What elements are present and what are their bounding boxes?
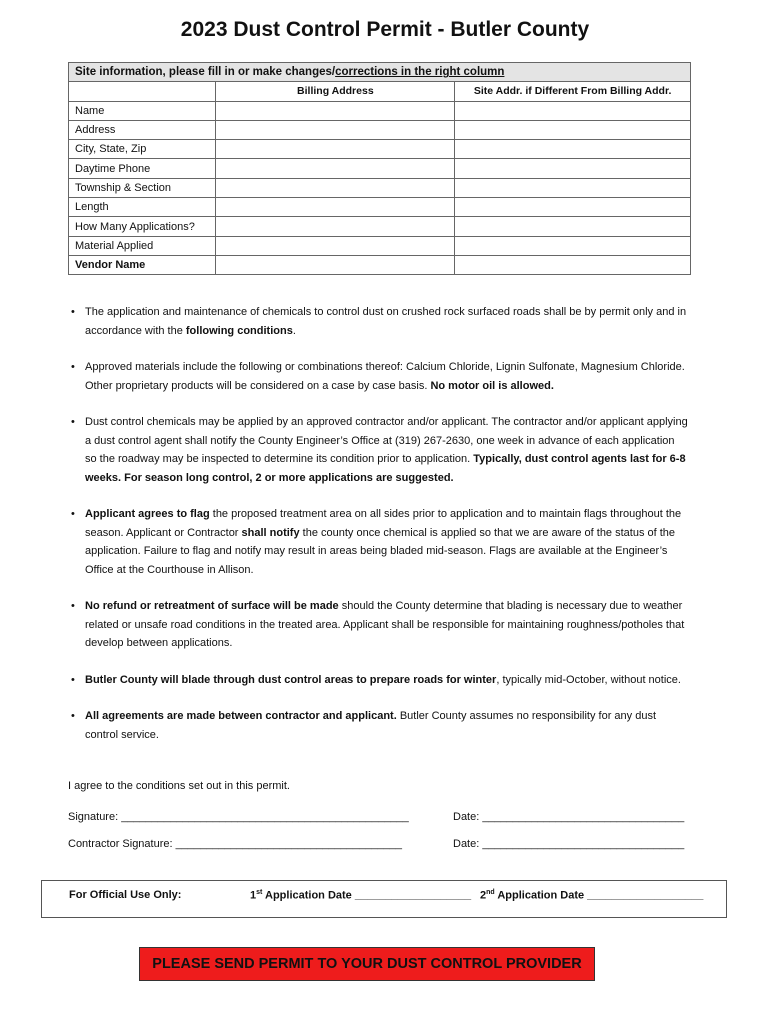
second-application-date[interactable] — [480, 889, 703, 902]
first-application-text: Application Date ___________________ — [262, 889, 472, 902]
billing-phone-field[interactable] — [216, 159, 455, 178]
condition-item — [68, 505, 688, 579]
condition-text: Dust control chemicals may be applied by an approved contractor and/or applicant. The contractor and/or applicant applying a dust control agent shall notify the County Engineer’s Office at (319) 267-2630, one week in advance of each application so the roadway may be inspected to determine its condition prior to application. — [85, 416, 688, 465]
condition-item — [68, 597, 688, 653]
official-use-box — [41, 880, 727, 918]
contractor-date-line[interactable]: Date: _________________________________ — [453, 838, 685, 850]
site-applications-field[interactable] — [455, 217, 691, 236]
billing-address-field[interactable] — [216, 120, 455, 139]
site-address-field[interactable] — [455, 120, 691, 139]
condition-bold: No motor oil is allowed. — [430, 379, 554, 392]
row-label: Material Applied — [69, 236, 216, 255]
agreement-statement: I agree to the conditions set out in this permit. — [68, 780, 290, 792]
second-number: 2 — [480, 889, 487, 902]
second-superscript: nd — [486, 889, 495, 896]
condition-bold: All agreements are made between contractor and applicant. — [85, 710, 397, 722]
bullet-icon: • — [71, 306, 75, 318]
bullet-icon: • — [71, 508, 75, 520]
column-header-row — [69, 82, 691, 101]
row-label: Address — [69, 120, 216, 139]
table-row — [69, 198, 691, 217]
second-application-text: Application Date ___________________ — [494, 889, 704, 902]
contractor-signature-line[interactable]: Contractor Signature: _____________________________________ — [68, 838, 402, 850]
table-row — [69, 159, 691, 178]
condition-bold: shall notify — [241, 526, 300, 539]
column-header-billing: Billing Address — [216, 82, 455, 101]
condition-item — [68, 413, 688, 487]
billing-length-field[interactable] — [216, 198, 455, 217]
condition-bold: Typically, dust control agents last for 6-8 weeks. For season long control, 2 or more applications are suggested. — [85, 453, 686, 484]
first-superscript: st — [256, 889, 263, 896]
condition-text: the county once chemical is applied so that we are aware of the status of the application. Failure to flag and notify may result in areas being bladed mid-season. Flags are available at the Engineer’s Office at the Courthouse in Allison. — [85, 526, 676, 576]
row-label: Name — [69, 101, 216, 120]
column-header-site: Site Addr. if Different From Billing Addr. — [455, 82, 691, 101]
condition-text: , typically mid-October, without notice. — [496, 673, 681, 686]
site-township-field[interactable] — [455, 178, 691, 197]
condition-bold: No refund or retreatment of surface will be made — [85, 600, 339, 612]
row-label: Township & Section — [69, 178, 216, 197]
table-header-row — [69, 63, 691, 82]
condition-item — [68, 671, 688, 690]
billing-vendor-field[interactable] — [216, 255, 455, 274]
billing-township-field[interactable] — [216, 178, 455, 197]
condition-text: Butler County assumes no responsibility for any dust control service. — [85, 710, 657, 741]
signature-line[interactable]: Signature: _______________________________________________ — [68, 811, 409, 823]
table-row — [69, 236, 691, 255]
bullet-icon: • — [71, 361, 75, 373]
table-row — [69, 217, 691, 236]
site-name-field[interactable] — [455, 101, 691, 120]
condition-bold: following conditions — [185, 324, 293, 337]
condition-item — [68, 303, 688, 340]
table-row — [69, 101, 691, 120]
row-label: How Many Applications? — [69, 217, 216, 236]
billing-city-state-zip-field[interactable] — [216, 140, 455, 159]
site-vendor-field[interactable] — [455, 255, 691, 274]
table-row — [69, 140, 691, 159]
table-row — [69, 120, 691, 139]
official-use-label: For Official Use Only: — [69, 889, 182, 901]
condition-bold: Applicant agrees to flag — [85, 508, 210, 520]
site-information-table — [68, 62, 691, 275]
condition-text: should the County determine that blading is necessary due to weather related or unsafe road conditions in the treated area. Applicant shall be responsible for maintaining roughness/potholes that develop between applications. — [85, 600, 685, 649]
bullet-icon: • — [71, 600, 75, 612]
row-label: Length — [69, 198, 216, 217]
row-label: Vendor Name — [69, 255, 216, 274]
condition-text: The application and maintenance of chemicals to control dust on crushed rock surfaced roads shall be by permit only and in accordance with the — [85, 306, 687, 337]
bullet-icon: • — [71, 416, 75, 428]
condition-item — [68, 707, 688, 744]
column-header-label — [69, 82, 216, 101]
table-header-text: Site information, please fill in or make changes/ — [75, 66, 336, 79]
condition-bold: Butler County will blade through dust control areas to prepare roads for winter — [85, 673, 497, 686]
conditions-list — [68, 303, 688, 762]
bullet-icon: • — [71, 673, 75, 686]
first-number: 1 — [250, 889, 257, 902]
page-title: 2023 Dust Control Permit - Butler County — [180, 18, 590, 41]
condition-text: . — [292, 324, 296, 337]
bullet-icon: • — [71, 710, 75, 722]
condition-text: the proposed treatment area on all sides prior to application and to maintain flags throughout the season. Applicant or Contractor — [85, 508, 682, 539]
site-material-field[interactable] — [455, 236, 691, 255]
signature-date-line[interactable]: Date: _________________________________ — [453, 811, 685, 823]
condition-item — [68, 358, 688, 395]
condition-text: Approved materials include the following or combinations thereof: Calcium Chloride, Lignin Sulfonate, Magnesium Chloride. Other proprietary products will be considered on a case by case basis. — [85, 361, 685, 392]
send-permit-banner: PLEASE SEND PERMIT TO YOUR DUST CONTROL PROVIDER — [139, 947, 595, 981]
table-header — [69, 63, 691, 82]
site-phone-field[interactable] — [455, 159, 691, 178]
billing-name-field[interactable] — [216, 101, 455, 120]
table-header-underlined: corrections in the right column — [335, 66, 505, 79]
table-row — [69, 255, 691, 274]
table-row — [69, 178, 691, 197]
site-length-field[interactable] — [455, 198, 691, 217]
billing-applications-field[interactable] — [216, 217, 455, 236]
site-city-state-zip-field[interactable] — [455, 140, 691, 159]
row-label: Daytime Phone — [69, 159, 216, 178]
row-label: City, State, Zip — [69, 140, 216, 159]
first-application-date[interactable] — [250, 889, 471, 902]
billing-material-field[interactable] — [216, 236, 455, 255]
